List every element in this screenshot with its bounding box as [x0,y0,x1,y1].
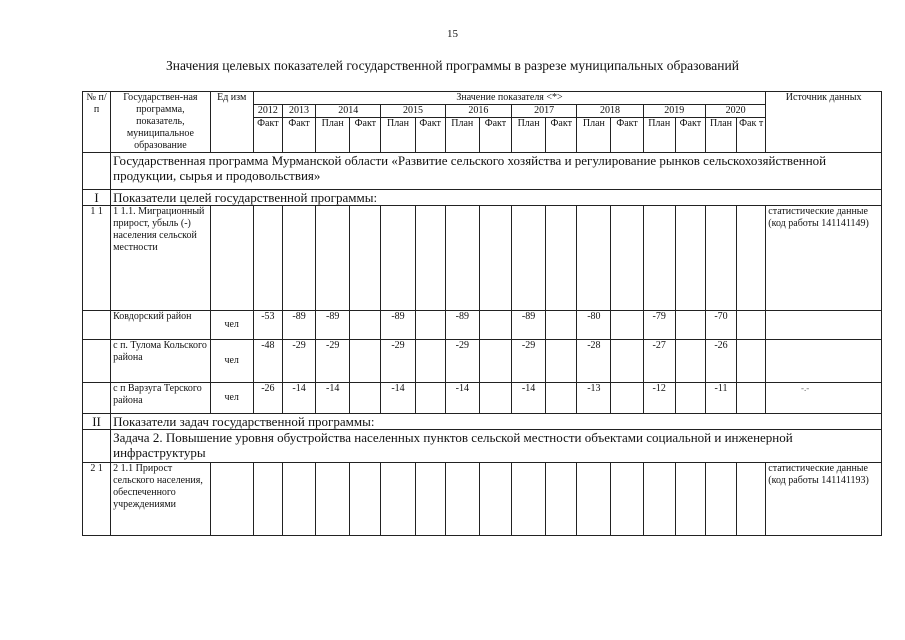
subcol-header: Факт [611,118,643,153]
subcol-header: Факт [479,118,511,153]
value-cell: -79 [643,311,675,340]
value-cell: -26 [253,383,282,414]
value-cell: -29 [316,340,350,383]
col-header-source: Источник данных [766,92,882,153]
subcol-header: Факт [415,118,445,153]
table-row [83,383,882,414]
col-header-unit: Ед изм [210,92,253,153]
task-row [83,430,882,463]
subcol-header: Факт [675,118,705,153]
value-cell [415,340,445,383]
value-cell: -29 [282,340,315,383]
value-cell [737,383,766,414]
value-cell: -29 [381,340,415,383]
municipality-name: с п. Тулома Кольского района [111,340,210,383]
table-row [83,340,882,383]
value-cell [675,383,705,414]
section-row [83,190,882,206]
year-header: 2018 [577,105,643,118]
indicator-num: 1 1 [83,206,111,311]
value-cell: -14 [282,383,315,414]
value-cell: -29 [512,340,546,383]
section-num: I [83,190,111,206]
section-row [83,414,882,430]
subcol-header: Фак т [737,118,766,153]
value-cell: -28 [577,340,611,383]
year-header: 2019 [643,105,705,118]
value-cell: -89 [316,311,350,340]
subcol-header: План [445,118,479,153]
indicator-name: 2 1.1 Прирост сельского населения, обеспеченного учреждениями [111,463,210,536]
value-cell [675,311,705,340]
value-cell [350,383,381,414]
municipality-name: с п Варзуга Терского района [111,383,210,414]
value-cell [611,340,643,383]
value-cell: -26 [705,340,736,383]
value-cell: -29 [445,340,479,383]
subcol-header: План [643,118,675,153]
col-header-program: Государствен-ная программа, показатель, муниципальное образование [111,92,210,153]
subcol-header: План [381,118,415,153]
subcol-header: Факт [282,118,315,153]
indicator-source: статистические данные (код работы 141141149) [766,206,882,311]
unit-cell: чел [210,383,253,414]
year-header: 2013 [282,105,315,118]
subcol-header: Факт [253,118,282,153]
municipality-name: Ковдорский район [111,311,210,340]
year-header: 2014 [316,105,381,118]
value-cell: -70 [705,311,736,340]
header-row [83,92,882,105]
value-cell [737,340,766,383]
value-cell [737,311,766,340]
value-cell [479,340,511,383]
value-cell [546,340,577,383]
value-cell [546,311,577,340]
value-cell [415,383,445,414]
value-cell: -53 [253,311,282,340]
section-title: Показатели целей государственной программы: [111,190,882,206]
value-cell: -13 [577,383,611,414]
value-cell: -89 [282,311,315,340]
value-cell: -14 [512,383,546,414]
unit-cell: чел [210,340,253,383]
section-num: II [83,414,111,430]
subcol-header: План [705,118,736,153]
value-cell [675,340,705,383]
program-row [83,153,882,190]
value-cell: -89 [381,311,415,340]
value-cell: -48 [253,340,282,383]
value-cell: -14 [316,383,350,414]
value-cell [479,383,511,414]
value-cell: -12 [643,383,675,414]
value-cell [350,340,381,383]
subcol-header: План [316,118,350,153]
indicator-name: 1 1.1. Миграционный прирост, убыль (-) населения сельской местности [111,206,210,311]
value-cell [611,311,643,340]
subcol-header: План [577,118,611,153]
value-cell: -14 [381,383,415,414]
col-header-value: Значение показателя <*> [253,92,765,105]
indicator-num: 2 1 [83,463,111,536]
subcol-header: Факт [350,118,381,153]
year-header: 2017 [512,105,577,118]
value-cell: -11 [705,383,736,414]
section-title: Показатели задач государственной программы: [111,414,882,430]
subcol-header: План [512,118,546,153]
indicator-row [83,463,882,536]
unit-cell: чел [210,311,253,340]
value-cell [350,311,381,340]
value-cell: -27 [643,340,675,383]
stray-mark: -.- [801,383,810,393]
task-title: Задача 2. Повышение уровня обустройства населенных пунктов сельской местности объектами социальной и инженерной инфраструктуры [111,430,882,463]
year-header: 2016 [445,105,511,118]
value-cell: -89 [512,311,546,340]
document-title: Значения целевых показателей государственной программы в разрезе муниципальных образований [166,58,739,73]
value-cell: -14 [445,383,479,414]
indicator-source: статистические данные (код работы 141141193) [766,463,882,536]
col-header-num: № п/п [83,92,111,153]
page-number: 15 [447,28,458,40]
subcol-header: Факт [546,118,577,153]
indicator-table [82,91,882,536]
year-header: 2015 [381,105,445,118]
value-cell [546,383,577,414]
program-title: Государственная программа Мурманской области «Развитие сельского хозяйства и регулирование рынков сельскохозяйственной продукции, сырья и продовольствия» [111,153,882,190]
value-cell [415,311,445,340]
year-header: 2012 [253,105,282,118]
value-cell [611,383,643,414]
year-header: 2020 [705,105,765,118]
table-row [83,311,882,340]
value-cell: -80 [577,311,611,340]
value-cell: -89 [445,311,479,340]
value-cell [479,311,511,340]
indicator-row [83,206,882,311]
